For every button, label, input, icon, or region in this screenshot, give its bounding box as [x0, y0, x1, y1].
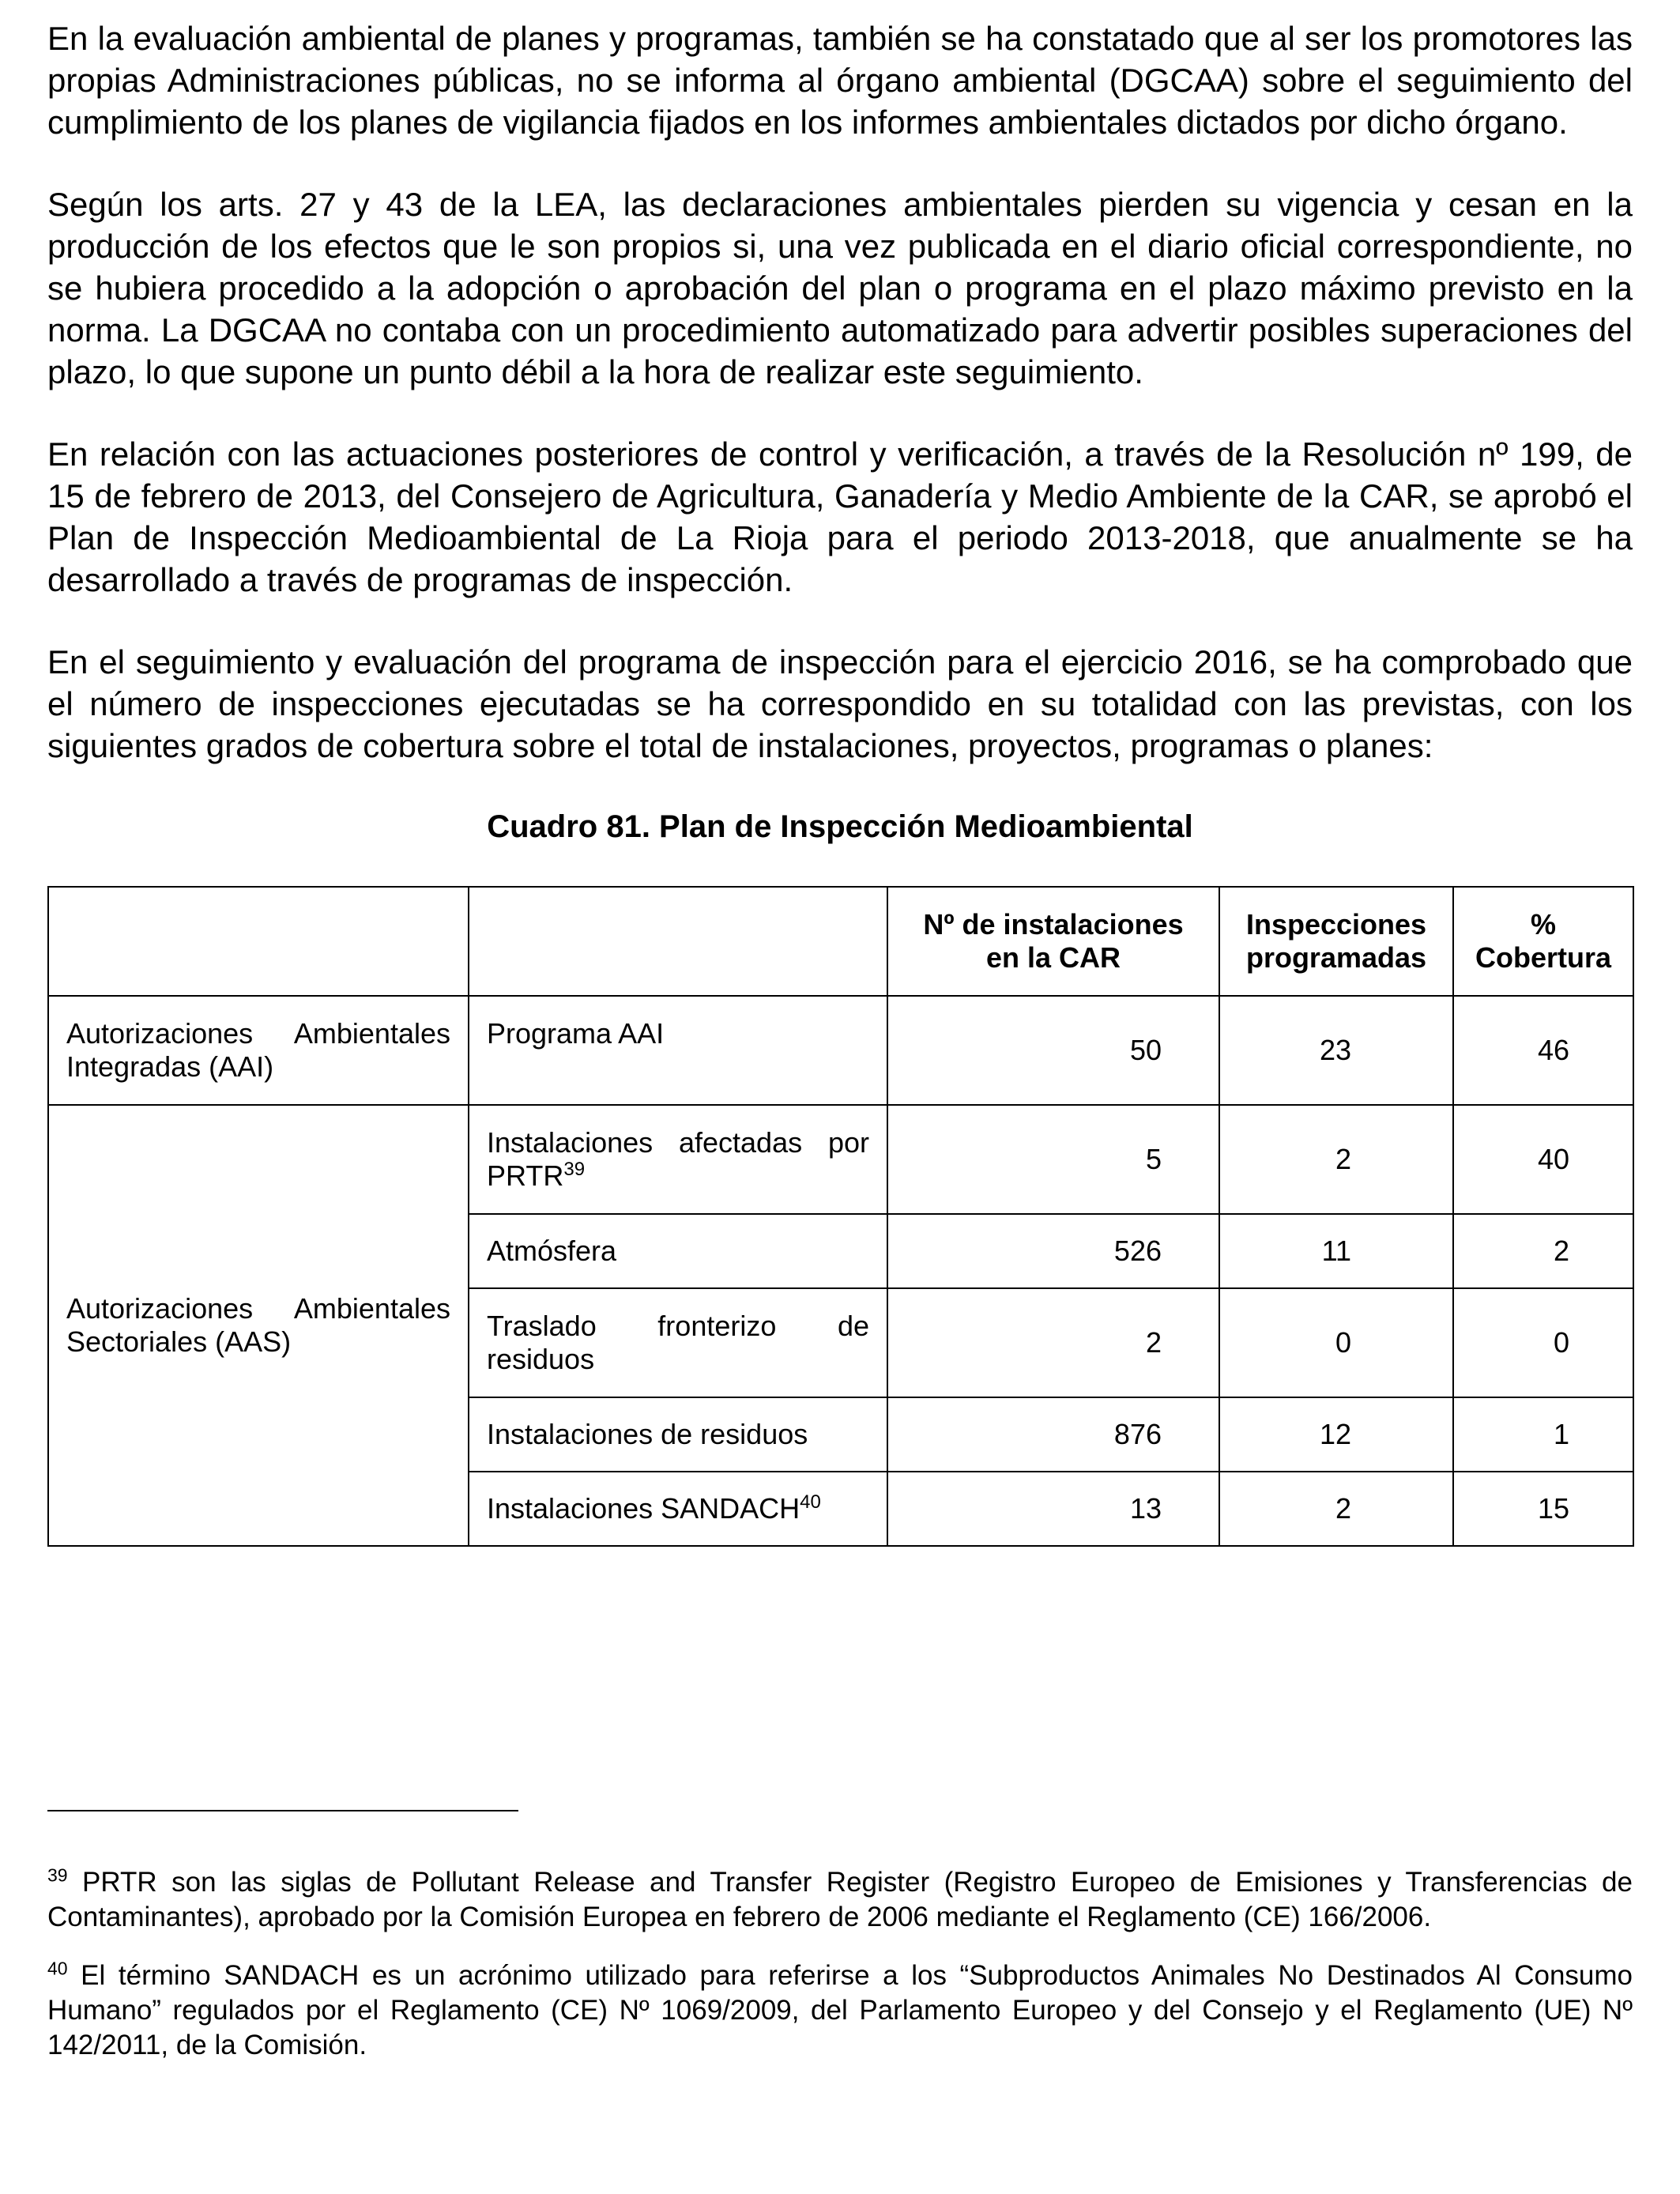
- row-label: Atmósfera: [469, 1214, 887, 1288]
- group-aai: Autorizaciones Ambientales Integradas (AAI): [48, 996, 469, 1105]
- paragraph-4: En el seguimiento y evaluación del programa de inspección para el ejercicio 2016, se ha comprobado que el número de inspecciones ejecutadas se ha correspondido en su totalidad con las previstas, con los siguientes grados de cobertura sobre el total de instalaciones, proyectos, programas o planes:: [47, 643, 1633, 764]
- table-caption: Cuadro 81. Plan de Inspección Medioambiental: [487, 809, 1193, 844]
- row-inspecciones: 11: [1219, 1214, 1453, 1288]
- row-inspecciones: 23: [1219, 996, 1453, 1105]
- paragraph-3: En relación con las actuaciones posteriores de control y verificación, a través de la Resolución nº 199, de 15 de febrero de 2013, del Consejero de Agricultura, Ganadería y Medio Ambiente de la CAR, se aprobó el Plan de Inspección Medioambiental de La Rioja para el periodo 2013-2018, que anualmente se ha desarrollado a través de programas de inspección.: [47, 435, 1633, 598]
- row-inspecciones: 2: [1219, 1105, 1453, 1214]
- header-cell-empty-2: [469, 887, 887, 996]
- table-row: [48, 1105, 1633, 1214]
- row-instalaciones: 2: [887, 1288, 1219, 1397]
- row-instalaciones: 13: [887, 1472, 1219, 1546]
- footnotes: [47, 1865, 1633, 2063]
- group-aas: Autorizaciones Ambientales Sectoriales (AAS): [48, 1105, 469, 1546]
- footnote-39: $^{39}$ PRTR son las siglas de Pollutant Release and Transfer Register (Registro Europeo de Emisiones y Transferencias de Contaminantes), aprobado por la Comisión Europea en febrero de 2006 mediante el Reglamento (CE) 166/2006.: [47, 1864, 1633, 1932]
- footnote-40: $^{40}$ El término SANDACH es un acrónimo utilizado para referirse a los “Subproductos Animales No Destinados Al Consumo Humano” regulados por el Reglamento (CE) Nº 1069/2009, del Parlamento Europeo y del Consejo y el Reglamento (UE) Nº 142/2011, de la Comisión.: [47, 1958, 1633, 2060]
- table-row: [48, 996, 1633, 1105]
- header-instalaciones: Nº de instalaciones en la CAR: [887, 887, 1219, 996]
- header-cobertura: % Cobertura: [1453, 887, 1633, 996]
- row-inspecciones: 2: [1219, 1472, 1453, 1546]
- row-instalaciones: 5: [887, 1105, 1219, 1214]
- row-inspecciones: 12: [1219, 1397, 1453, 1472]
- row-cobertura: 46: [1453, 996, 1633, 1105]
- table-header-row: [48, 887, 1633, 996]
- row-cobertura: 0: [1453, 1288, 1633, 1397]
- inspection-plan-table: [47, 886, 1634, 1547]
- row-label: Instalaciones de residuos: [469, 1397, 887, 1472]
- footnote-ref-39: 39: [563, 1159, 586, 1180]
- row-cobertura: 1: [1453, 1397, 1633, 1472]
- paragraph-1: En la evaluación ambiental de planes y programas, también se ha constatado que al ser los promotores las propias Administraciones públicas, no se informa al órgano ambiental (DGCAA) sobre el seguimiento del cumplimiento de los planes de vigilancia fijados en los informes ambientales dictados por dicho órgano.: [47, 20, 1633, 141]
- header-inspecciones: Inspecciones programadas: [1219, 887, 1453, 996]
- row-inspecciones: 0: [1219, 1288, 1453, 1397]
- document-page: [47, 17, 1633, 1547]
- footnote-ref-40: 40: [800, 1491, 821, 1513]
- row-label: Instalaciones afectadas por PRTR$^{39}$: [469, 1105, 887, 1214]
- row-instalaciones: 526: [887, 1214, 1219, 1288]
- row-label: Traslado fronterizo de residuos: [469, 1288, 887, 1397]
- row-cobertura: 2: [1453, 1214, 1633, 1288]
- header-cell-empty-1: [48, 887, 469, 996]
- row-cobertura: 15: [1453, 1472, 1633, 1546]
- row-cobertura: 40: [1453, 1105, 1633, 1214]
- footnote-separator: [47, 1810, 518, 1811]
- row-label: Programa AAI: [469, 996, 887, 1105]
- row-label: Instalaciones SANDACH$^{40}$: [469, 1472, 887, 1546]
- row-instalaciones: 876: [887, 1397, 1219, 1472]
- paragraph-2: Según los arts. 27 y 43 de la LEA, las declaraciones ambientales pierden su vigencia y cesan en la producción de los efectos que le son propios si, una vez publicada en el diario oficial correspondiente, no se hubiera procedido a la adopción o aprobación del plan o programa en el plazo máximo previsto en la norma. La DGCAA no contaba con un procedimiento automatizado para advertir posibles superaciones del plazo, lo que supone un punto débil a la hora de realizar este seguimiento.: [47, 186, 1633, 390]
- row-instalaciones: 50: [887, 996, 1219, 1105]
